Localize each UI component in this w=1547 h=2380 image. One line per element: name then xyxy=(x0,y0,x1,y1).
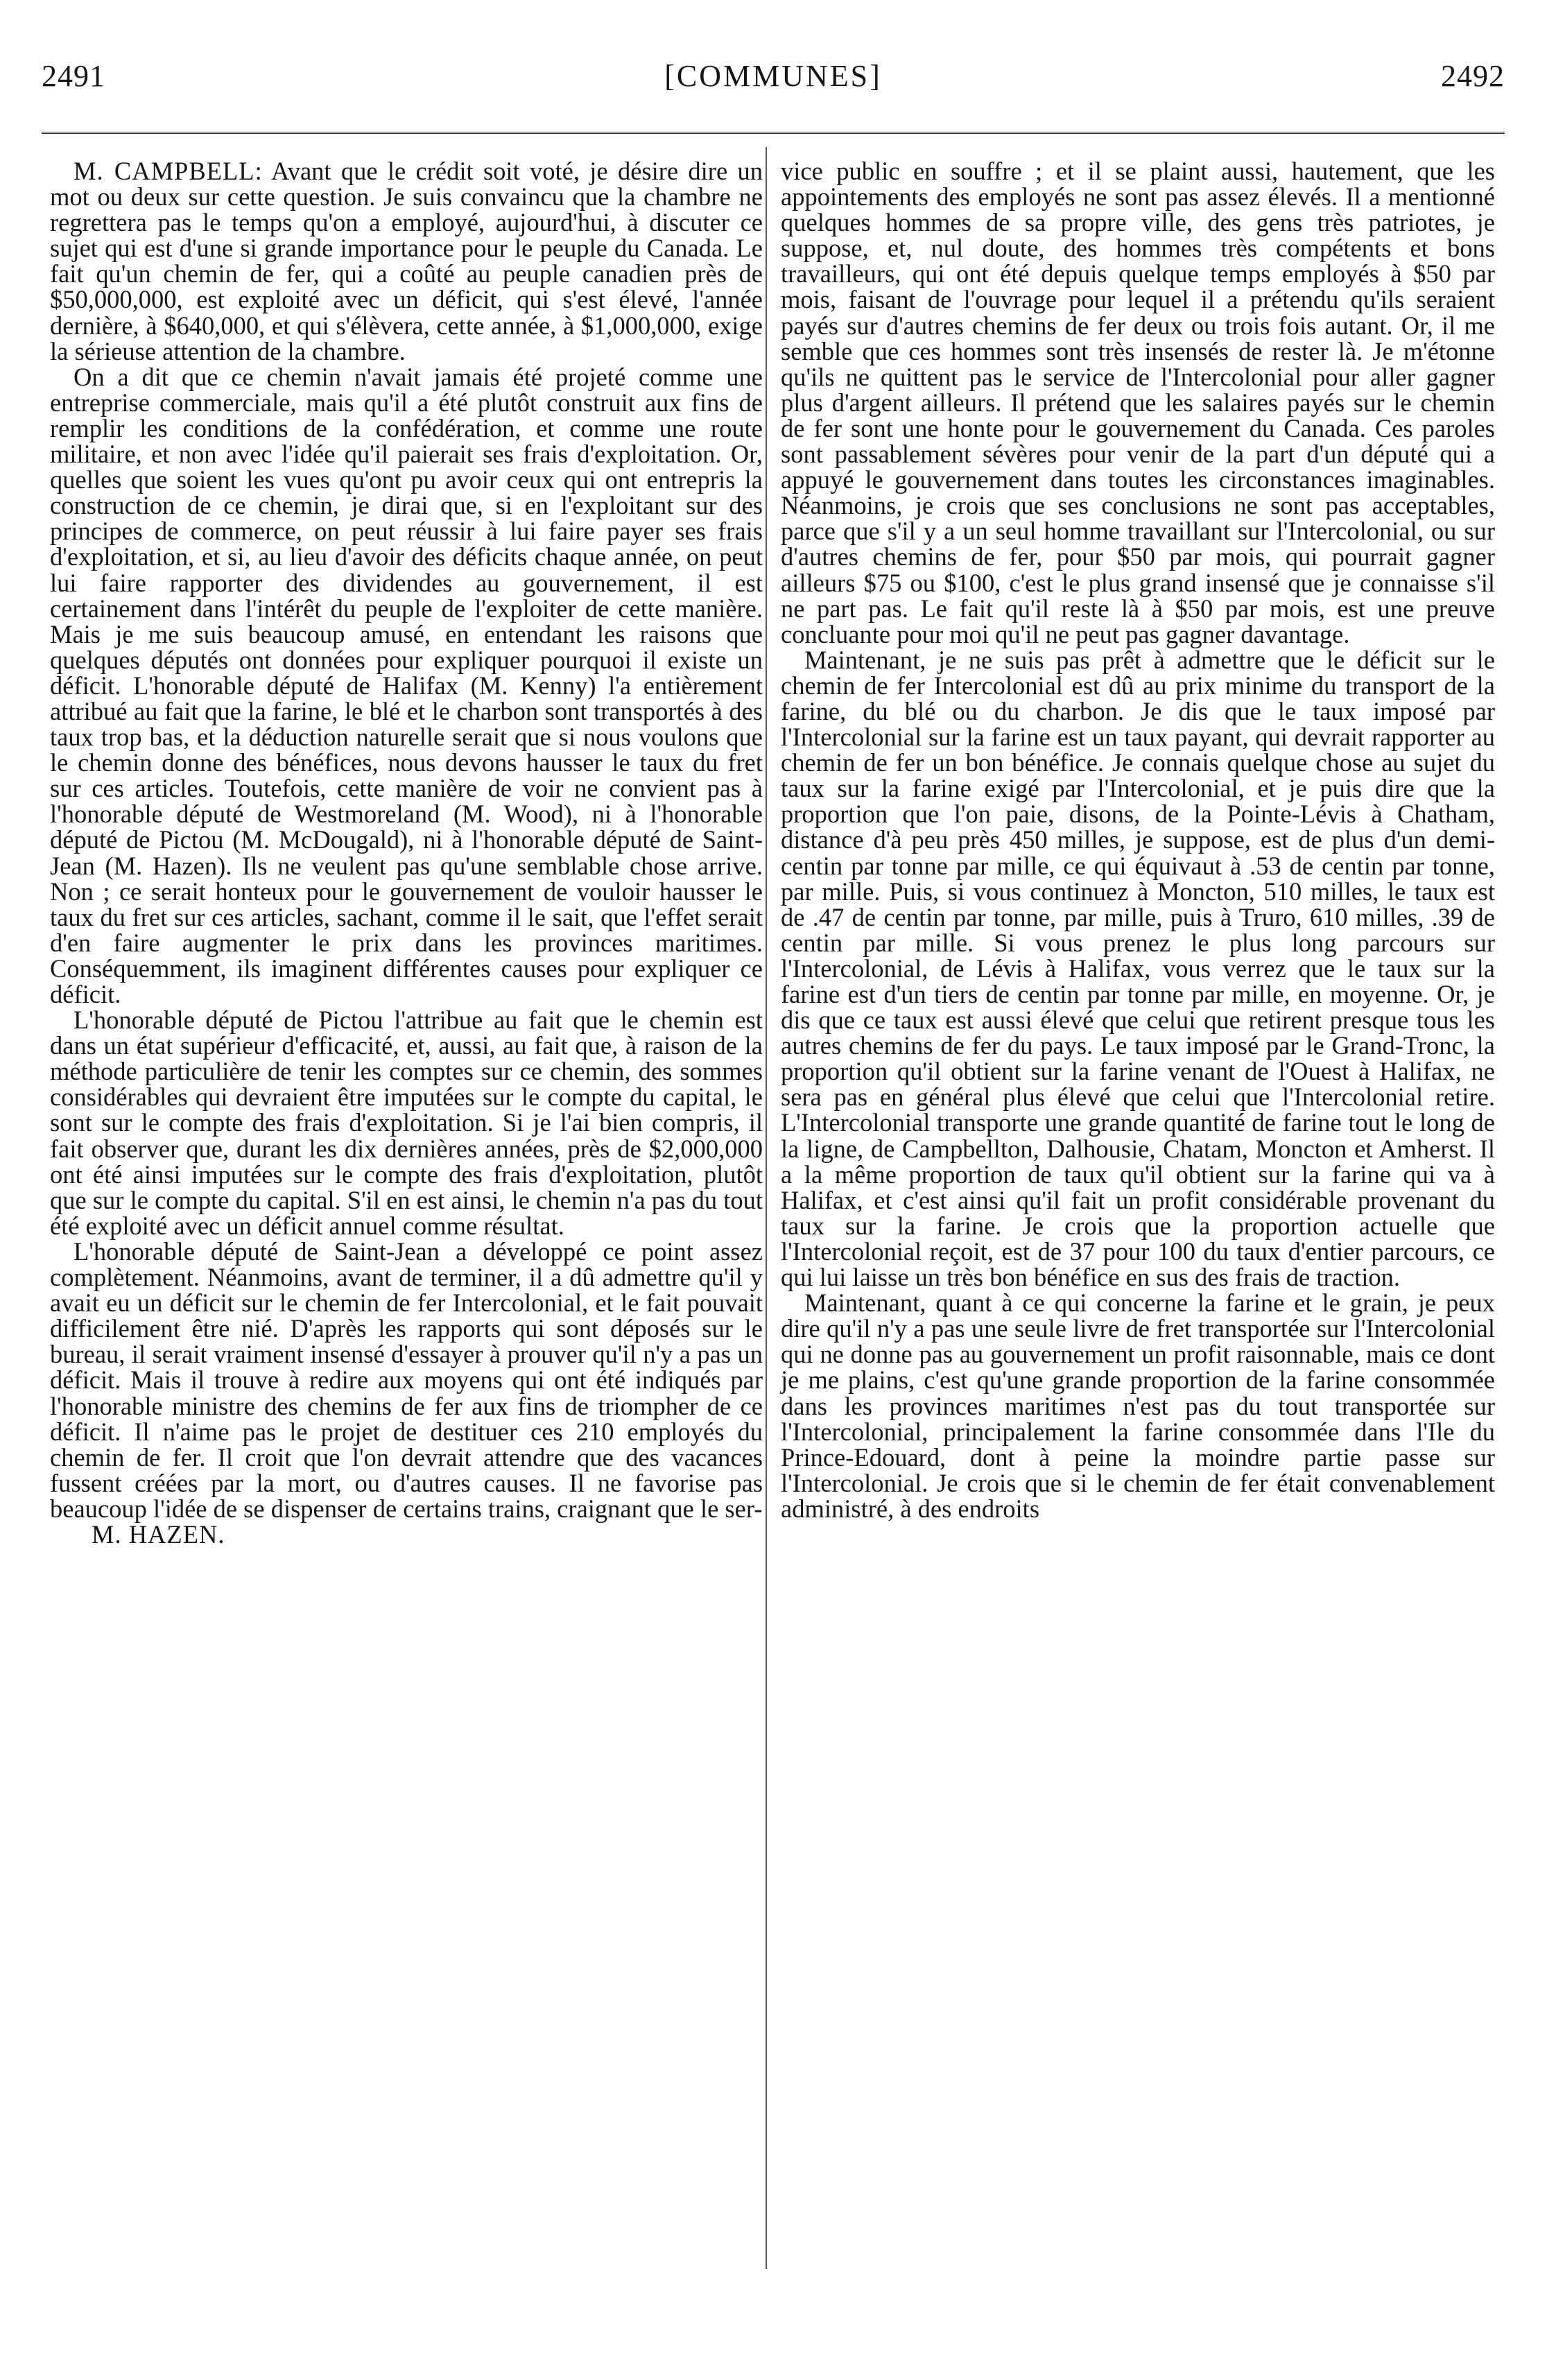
header-rule xyxy=(42,132,1505,134)
page-number-right: 2492 xyxy=(1441,59,1505,93)
paragraph: On a dit que ce chemin n'avait jamais été projeté comme une entreprise commerciale, mais qu'il a été plutôt construit aux fins de remplir les conditions de la confédération, et comme une route militaire, et non avec l'idée qu'il paierait ses frais d'exploitation. Or, quelles que soient les vues qu'ont pu avoir ceux qui ont entrepris la construction de ce chemin, je dirai que, si en l'exploitant sur des principes de commerce, on peut réussir à lui faire payer ses frais d'exploitation, et si, au lieu d'avoir des déficits chaque année, on peut lui faire rapporter des dividendes au gouvernement, il est certainement dans l'intérêt du peuple de l'exploiter de cette manière. Mais je me suis beaucoup amusé, en entendant les raisons que quelques députés ont données pour expliquer pourquoi il existe un déficit. L'honorable député de Halifax (M. Kenny) l'a entièrement attribué au fait que la farine, le blé et le charbon sont transportés à des taux trop bas, et la déduction naturelle serait que si nous voulons que le chemin donne des bénéfices, nous devons hausser le taux du fret sur ces articles. Toutefois, cette manière de voir ne convient pas à l'honorable député de Westmoreland (M. Wood), ni à l'honorable député de Pictou (M. McDougald), ni à l'honorable député de Saint-Jean (M. Hazen). Ils ne veulent pas qu'une semblable chose arrive. Non ; ce serait honteux pour le gouvernement de vouloir hausser le taux du fret sur ces articles, sachant, comme il le sait, que l'effet serait d'en faire augmenter le prix dans les provinces maritimes. Conséquemment, ils imaginent différentes causes pour expliquer ce déficit. xyxy=(50,362,763,1008)
paragraph: L'honorable député de Saint-Jean a développé ce point assez complètement. Néanmoins, avant de terminer, il a dû admettre qu'il y avait eu un déficit sur le chemin de fer Intercolonial, et le fait pouvait difficilement être nié. D'après les rapports qui sont déposés sur le bureau, il serait vraiment insensé d'essayer à prouver qu'il n'y a pas un déficit. Mais il trouve à redire aux moyens qui ont été indiqués par l'honorable ministre des chemins de fer aux fins de triompher de ce déficit. Il n'aime pas le projet de destituer ces 210 employés du chemin de fer. Il croit que l'on devrait attendre que des vacances fussent créées par la mort, ou d'autres causes. Il ne favorise pas beaucoup l'idée de se dispenser de certains trains, craignant que le ser- xyxy=(50,1236,763,1523)
right-column xyxy=(781,158,1495,1521)
paragraph: L'honorable député de Pictou l'attribue au fait que le chemin est dans un état supérieur d'efficacité, et, aussi, au fait que, à raison de la méthode particulière de tenir les comptes sur ce chemin, des sommes considérables qui devraient être imputées sur le compte du capital, le sont sur le compte des frais d'exploitation. Si je l'ai bien compris, il fait observer que, durant les dix dernières années, près de $2,000,000 ont été ainsi imputées sur le compte des frais d'exploitation, plutôt que sur le compte du capital. S'il en est ainsi, le chemin n'a pas du tout été exploité avec un déficit annuel comme résultat. xyxy=(50,1006,763,1240)
running-header xyxy=(42,58,1505,104)
column-divider xyxy=(766,147,767,2269)
left-column xyxy=(50,158,763,1547)
paragraph-text: Avant que le crédit soit voté, je désire dire un mot ou deux sur cette question. Je suis convaincu que la chambre ne regrettera pas le temps qu'on a employé, aujourd'hui, à discuter ce sujet qui est d'une si grande importance pour le peuple du Canada. Le fait qu'un chemin de fer, qui a coûté au peuple canadien près de $50,000,000, est exploité avec un déficit, qui s'est élevé, l'année dernière, à $640,000, et qui s'élèvera, cette année, à $1,000,000, exige la sérieuse attention de la chambre. xyxy=(50,157,763,365)
paragraph-continued: vice public en souffre ; et il se plaint aussi, hautement, que les appointements des employés ne sont pas assez élevés. Il a mentionné quelques hommes de sa propre ville, des gens très patriotes, je suppose, et, nul doute, des hommes très compétents et bons travailleurs, qui ont été depuis quelque temps employés à $50 par mois, faisant de l'ouvrage pour lequel il a prétendu qu'ils seraient payés sur d'autres chemins de fer deux ou trois fois autant. Or, il me semble que ces hommes sont très insensés de rester là. Je m'étonne qu'ils ne quittent pas le service de l'Intercolonial pour aller gagner plus d'argent ailleurs. Il prétend que les salaires payés sur le chemin de fer sont une honte pour le gouvernement du Canada. Ces paroles sont passablement sévères pour venir de la part d'un député qui a appuyé le gouvernement dans toutes les circonstances imaginables. Néanmoins, je crois que ses conclusions ne sont pas acceptables, parce que s'il y a un seul homme travaillant sur l'Intercolonial, ou sur d'autres chemins de fer, pour $50 par mois, qui pourrait gagner ailleurs $75 ou $100, c'est le plus grand insensé que je connaisse s'il ne part pas. Le fait qu'il reste là à $50 par mois, est une preuve concluante pour moi qu'il ne peut pas gagner davantage. xyxy=(781,157,1495,648)
paragraph: Maintenant, je ne suis pas prêt à admettre que le déficit sur le chemin de fer Intercolonial est dû au prix minime du transport de la farine, du blé ou du charbon. Je dis que le taux imposé par l'Intercolonial sur la farine est un taux payant, qui devrait rapporter au chemin de fer un bon bénéfice. Je connais quelque chose au sujet du taux sur la farine exigé par l'Intercolonial, et je puis dire que la proportion que l'on paie, disons, de la Pointe-Lévis à Chatham, distance d'à peu près 450 milles, je suppose, est de plus d'un demi-centin par tonne par mille, ce qui équivaut à .53 de centin par tonne, par mille. Puis, si vous continuez à Moncton, 510 milles, le taux est de .47 de centin par tonne, par mille, puis à Truro, 610 milles, .39 de centin par mille. Si vous prenez le plus long parcours sur l'Intercolonial, de Lévis à Halifax, vous verrez que le taux sur la farine est d'un tiers de centin par tonne par mille, en moyenne. Or, je dis que ce taux est aussi élevé que celui que retirent presque tous les autres chemins de fer du pays. Le taux imposé par le Grand-Tronc, la proportion qu'il obtient sur la farine venant de l'Ouest à Halifax, ne sera pas en général plus élevé que celui que l'Intercolonial retire. L'Intercolonial transporte une grande quantité de farine tout le long de la ligne, de Campbellton, Dalhousie, Chatam, Moncton et Amherst. Il a la même proportion de taux qu'il obtient sur la farine qui va à Halifax, et c'est ainsi qu'il fait un profit considérable provenant du taux sur la farine. Je crois que la proportion actuelle que l'Intercolonial reçoit, est de 37 pour 100 du taux d'entier parcours, ce qui lui laisse un très bon bénéfice en sus des frais de traction. xyxy=(781,645,1495,1292)
speaker-catchword: M. HAZEN. xyxy=(92,1519,225,1549)
section-title: [COMMUNES] xyxy=(664,59,882,93)
speaker-name: M. CAMPBELL: xyxy=(74,157,263,185)
page-number-left: 2491 xyxy=(42,59,105,93)
paragraph xyxy=(50,158,763,364)
paragraph: Maintenant, quant à ce qui concerne la farine et le grain, je peux dire qu'il n'y a pas une seule livre de fret transportée sur l'Intercolonial qui ne donne pas au gouvernement un profit raisonnable, mais ce dont je me plains, c'est qu'une grande proportion de la farine consommée dans les provinces maritimes n'est pas du tout transportée sur l'Intercolonial, principalement la farine consommée dans l'Ile du Prince-Edouard, dont à peine la moindre partie passe sur l'Intercolonial. Je crois que si le chemin de fer était convenablement administré, à des endroits xyxy=(781,1288,1495,1523)
